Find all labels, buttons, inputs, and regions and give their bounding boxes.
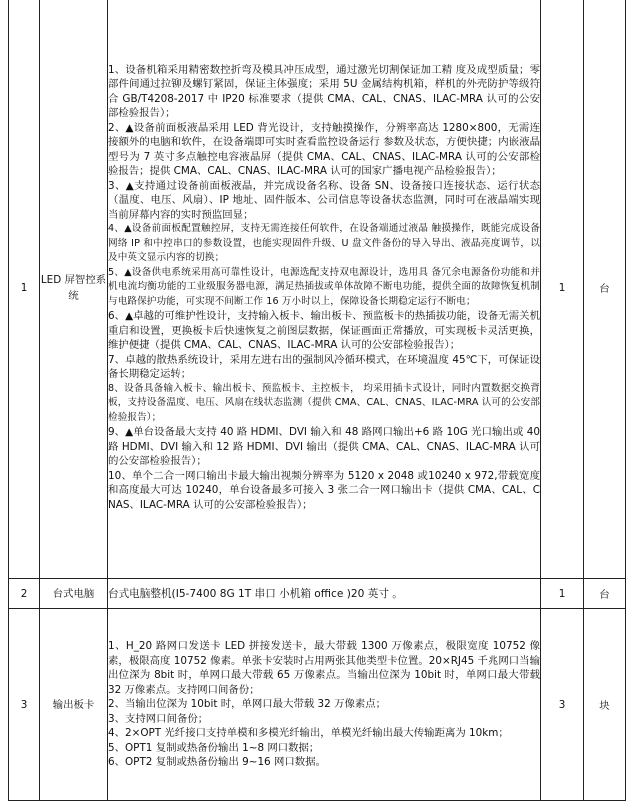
item-specification — [108, 0, 541, 579]
table-row — [9, 579, 626, 609]
spec-paragraph: 7、卓越的散热系统设计，采用左进右出的强制风冷循环模式，在环境温度 45℃下，可保证设备长期稳定运转； — [108, 353, 540, 381]
spec-paragraph: 10、单个二合一网口输出卡最大输出视频分辨率为 5120 x 2048 或10240 x 972,带载宽度和高度最大可达 10240，单台设备最多可接入 3 张二合一网口输出卡（提供 CMA、CAL、CNAS、ILAC-MRA 认可的公安部检验报告）； — [108, 469, 540, 511]
specification-table — [8, 0, 626, 801]
spec-paragraph: 6、▲卓越的可维护性设计，支持输入板卡、输出板卡、预监板卡的热插拔功能，设备无需关机重启和设置，更换板卡后快速恢复之前图层数据，保证画面正常播放，可实现板卡灵活更换，维护便捷（提供 CMA、CAL、CNAS、ILAC-MRA 认可的公安部检验报告）； — [108, 310, 540, 352]
spec-paragraph: 3、支持网口间备份； — [108, 712, 209, 725]
spec-paragraph: 2、▲设备前面板液晶采用 LED 背光设计，支持触摸操作，分辨率高达 1280×800，无需连接额外的电脑和软件，在设备端即可实时查看监控设备运行 参数及状态，方便快捷；内嵌液晶型号为 7 英寸多点触控电容液晶屏（提供 CMA、CAL、CNAS、ILAC-MRA 认可的公安部检验报告；提供 CMA、CAL、CNAS、ILAC-MRA 认可的国家广播电视产品检验报告）； — [108, 121, 540, 178]
item-quantity: 1 — [541, 0, 584, 579]
item-unit: 台 — [584, 579, 626, 609]
item-name: LED 屏智控系统 — [40, 0, 108, 579]
item-specification — [108, 609, 541, 801]
spec-paragraph: 9、▲单台设备最大支持 40 路 HDMI、DVI 输入和 48 路网口输出+6 路 10G 光口输出或 40 路 HDMI、DVI 输入和 12 路 HDMI、DVI 输出（提供 CMA、CAL、CNAS、ILAC-MRA 认可的公安部检验报告）； — [108, 426, 540, 468]
spec-paragraph: 1、设备机箱采用精密数控折弯及模具冲压成型，通过激光切割保证加工精 度及成型质量；零部件间通过拉铆及螺钉紧固，保证主体强度；采用 5U 金属结构机箱，样机的外壳防护等级符合 GB/T4208-2017 中 IP20 标准要求（提供 CMA、CAL、CNAS、ILAC-MRA 认可的公安部检验报告）； — [108, 63, 540, 120]
spec-paragraph: 3、▲支持通过设备前面板液晶，并完成设备名称、设备 SN、设备接口连接状态、运行状态（温度、电压、风扇）、IP 地址、固件版本、公司信息等设备状态监测，同时可在液晶端实现当前屏幕内容的实时预监回显； — [108, 179, 540, 221]
item-quantity: 1 — [541, 579, 584, 609]
spec-paragraph: 6、OPT2 复制或热备份输出 9~16 网口数据。 — [108, 756, 326, 769]
item-unit: 台 — [584, 0, 626, 579]
spec-paragraph: 台式电脑整机(I5-7400 8G 1T 串口 小机箱 office )20 英寸 。 — [108, 587, 403, 600]
table-row — [9, 609, 626, 801]
row-number: 1 — [9, 0, 40, 579]
table-row — [9, 0, 626, 579]
item-specification — [108, 579, 541, 609]
spec-paragraph: 5、▲设备供电系统采用高可靠性设计，电源选配支持双电源设计，选用具 备冗余电源备份功能和并机电流均衡功能的工业级服务器电源，满足热插拔或单体故障不断电功能，提供全面的故障恢复机制与电路保护功能，可实现不间断工作 16 万小时以上，保障设备长期稳定运行不断电； — [108, 266, 540, 307]
spec-paragraph: 5、OPT1 复制或热备份输出 1~8 网口数据； — [108, 741, 320, 754]
spec-paragraph: 2、当输出位深为 10bit 时，单网口最大带载 32 万像素点； — [108, 698, 387, 711]
spec-paragraph: 1、H_20 路网口发送卡 LED 拼接发送卡，最大带载 1300 万像素点，极限宽度 10752 像素，极限高度 10752 像素。单张卡安装时占用两张其他类型卡位置。20×RJ45 千兆网口当输出位深为 8bit 时，单网口最大带载 65 万像素点。当输出位深为 10bit 时，单网口最大带载 32 万像素点。支持网口间备份； — [108, 640, 540, 696]
spec-paragraph: 4、2×OPT 光纤接口支持单模和多模光纤输出，单模光纤输出最大传输距离为 10km； — [108, 727, 509, 740]
row-number: 2 — [9, 579, 40, 609]
spec-paragraph: 8、设备具备输入板卡、输出板卡、预监板卡、主控板卡， 均采用插卡式设计，同时内置数据交换背板，支持设备温度、电压、风扇在线状态监测（提供 CMA、CAL、CNAS、ILAC-MRA 认可的公安部检验报告）； — [108, 382, 540, 423]
spec-paragraph: 4、▲设备前面板配置触控屏，支持无需连接任何软件，在设备端通过液晶 触摸操作，既能完成设备网络 IP 和中控串口的参数设置，也能实现固件升级、U 盘文件备份的导入导出、液晶亮度调节，以及中英文显示内容的切换； — [108, 223, 540, 264]
item-quantity: 3 — [541, 609, 584, 801]
item-unit: 块 — [584, 609, 626, 801]
row-number: 3 — [9, 609, 40, 801]
item-name: 输出板卡 — [40, 609, 108, 801]
item-name: 台式电脑 — [40, 579, 108, 609]
